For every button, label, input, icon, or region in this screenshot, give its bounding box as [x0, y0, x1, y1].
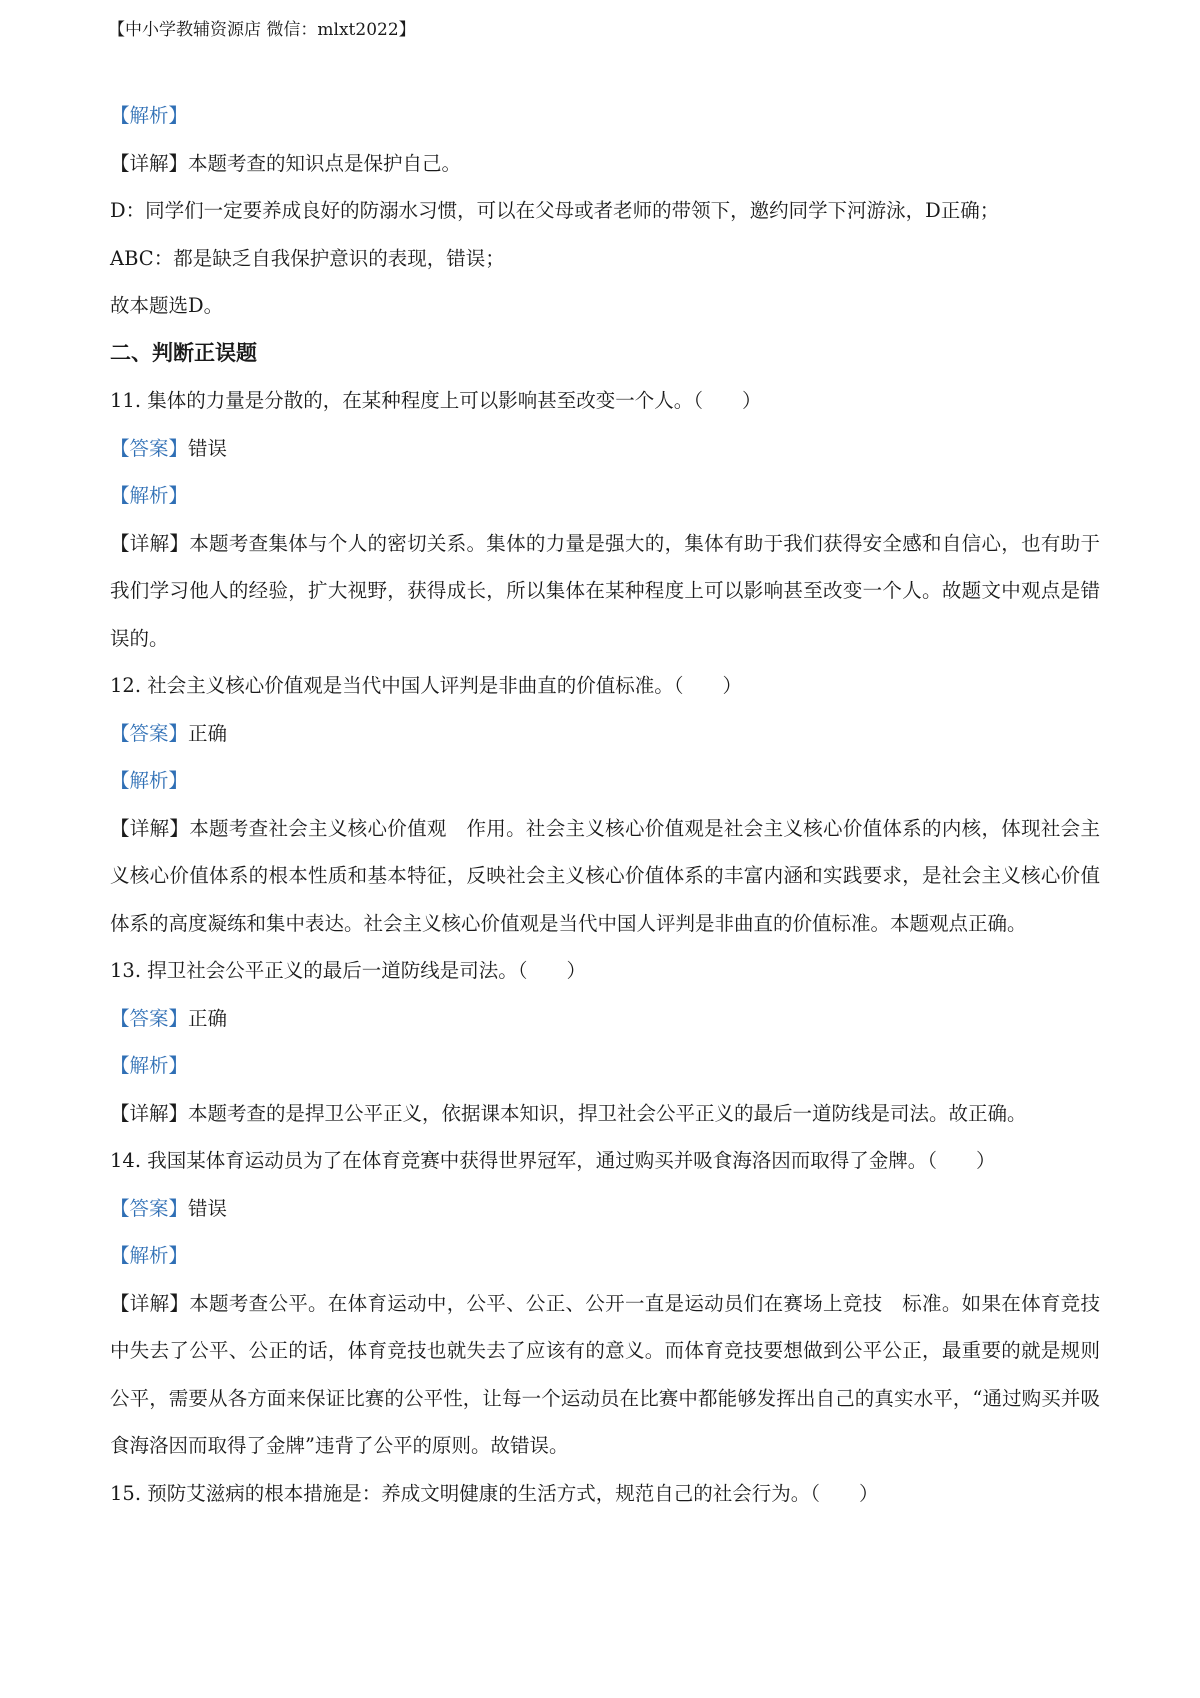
answer-tag: 【答案】: [110, 436, 189, 460]
detail-text: 【详解】本题考查的知识点是保护自己。: [110, 151, 462, 175]
document-body: [110, 92, 1100, 1517]
option-abc-explanation: ABC：都是缺乏自我保护意识的表现，错误；: [110, 246, 505, 270]
conclusion-text: 故本题选D。: [110, 294, 224, 317]
analysis-tag: 【解析】: [110, 104, 189, 127]
analysis-tag: 【解析】: [110, 1244, 189, 1267]
question-stem: 11. 集体的力量是分散的，在某种程度上可以影响甚至改变一个人。（ ）: [110, 389, 762, 412]
section-title: 二、判断正误题: [110, 340, 257, 365]
detail-text: 【详解】本题考查的是捍卫公平正义，依据课本知识，捍卫社会公平正义的最后一道防线是司法。故正确。: [110, 1101, 1027, 1125]
answer-value: 错误: [188, 1196, 228, 1220]
answer-value: 正确: [188, 1006, 228, 1030]
answer-line: [110, 1185, 1100, 1233]
answer-tag: 【答案】: [110, 1006, 189, 1030]
analysis-tag: 【解析】: [110, 769, 189, 792]
question-stem: 14. 我国某体育运动员为了在体育竞赛中获得世界冠军，通过购买并吸食海洛因而取得了金牌。（ ）: [110, 1149, 996, 1172]
option-d-explanation: D：同学们一定要养成良好的防溺水习惯，可以在父母或者老师的带领下，邀约同学下河游泳，D正确；: [110, 199, 1000, 222]
detail-text: 【详解】本题考查集体与个人的密切关系。集体的力量是强大的，集体有助于我们获得安全感和自信心，也有助于我们学习他人的经验，扩大视野，获得成长，所以集体在某种程度上可以影响甚至改变一个人。故题文中观点是错误的。: [110, 531, 1100, 650]
answer-line: [110, 710, 1100, 758]
question-stem: 15. 预防艾滋病的根本措施是：养成文明健康的生活方式，规范自己的社会行为。（ ）: [110, 1481, 879, 1505]
answer-tag: 【答案】: [110, 721, 189, 745]
question-stem: 13. 捍卫社会公平正义的最后一道防线是司法。（ ）: [110, 959, 586, 982]
answer-line: [110, 425, 1100, 473]
analysis-tag: 【解析】: [110, 1054, 189, 1077]
answer-value: 正确: [188, 721, 228, 745]
answer-line: [110, 995, 1100, 1043]
answer-value: 错误: [188, 436, 228, 460]
analysis-tag: 【解析】: [110, 484, 189, 507]
answer-tag: 【答案】: [110, 1196, 189, 1220]
detail-text: 【详解】本题考查社会主义核心价值观 作用。社会主义核心价值观是社会主义核心价值体系的内核，体现社会主义核心价值体系的根本性质和基本特征，反映社会主义核心价值体系的丰富内涵和实践要求，是社会主义核心价值体系的高度凝练和集中表达。社会主义核心价值观是当代中国人评判是非曲直的价值标准。本题观点正确。: [110, 816, 1100, 935]
detail-text: 【详解】本题考查公平。在体育运动中，公平、公正、公开一直是运动员们在赛场上竞技 标准。如果在体育竞技中失去了公平、公正的话，体育竞技也就失去了应该有的意义。而体育竞技要想做到公平公正，最重要的就是规则公平，需要从各方面来保证比赛的公平性，让每一个运动员在比赛中都能够发挥出自己的真实水平，“通过购买并吸食海洛因而取得了金牌”违背了公平的原则。故错误。: [110, 1291, 1100, 1457]
question-stem: 12. 社会主义核心价值观是当代中国人评判是非曲直的价值标准。（ ）: [110, 674, 742, 697]
page-header: 【中小学教辅资源店 微信：mlxt2022】: [108, 20, 416, 40]
